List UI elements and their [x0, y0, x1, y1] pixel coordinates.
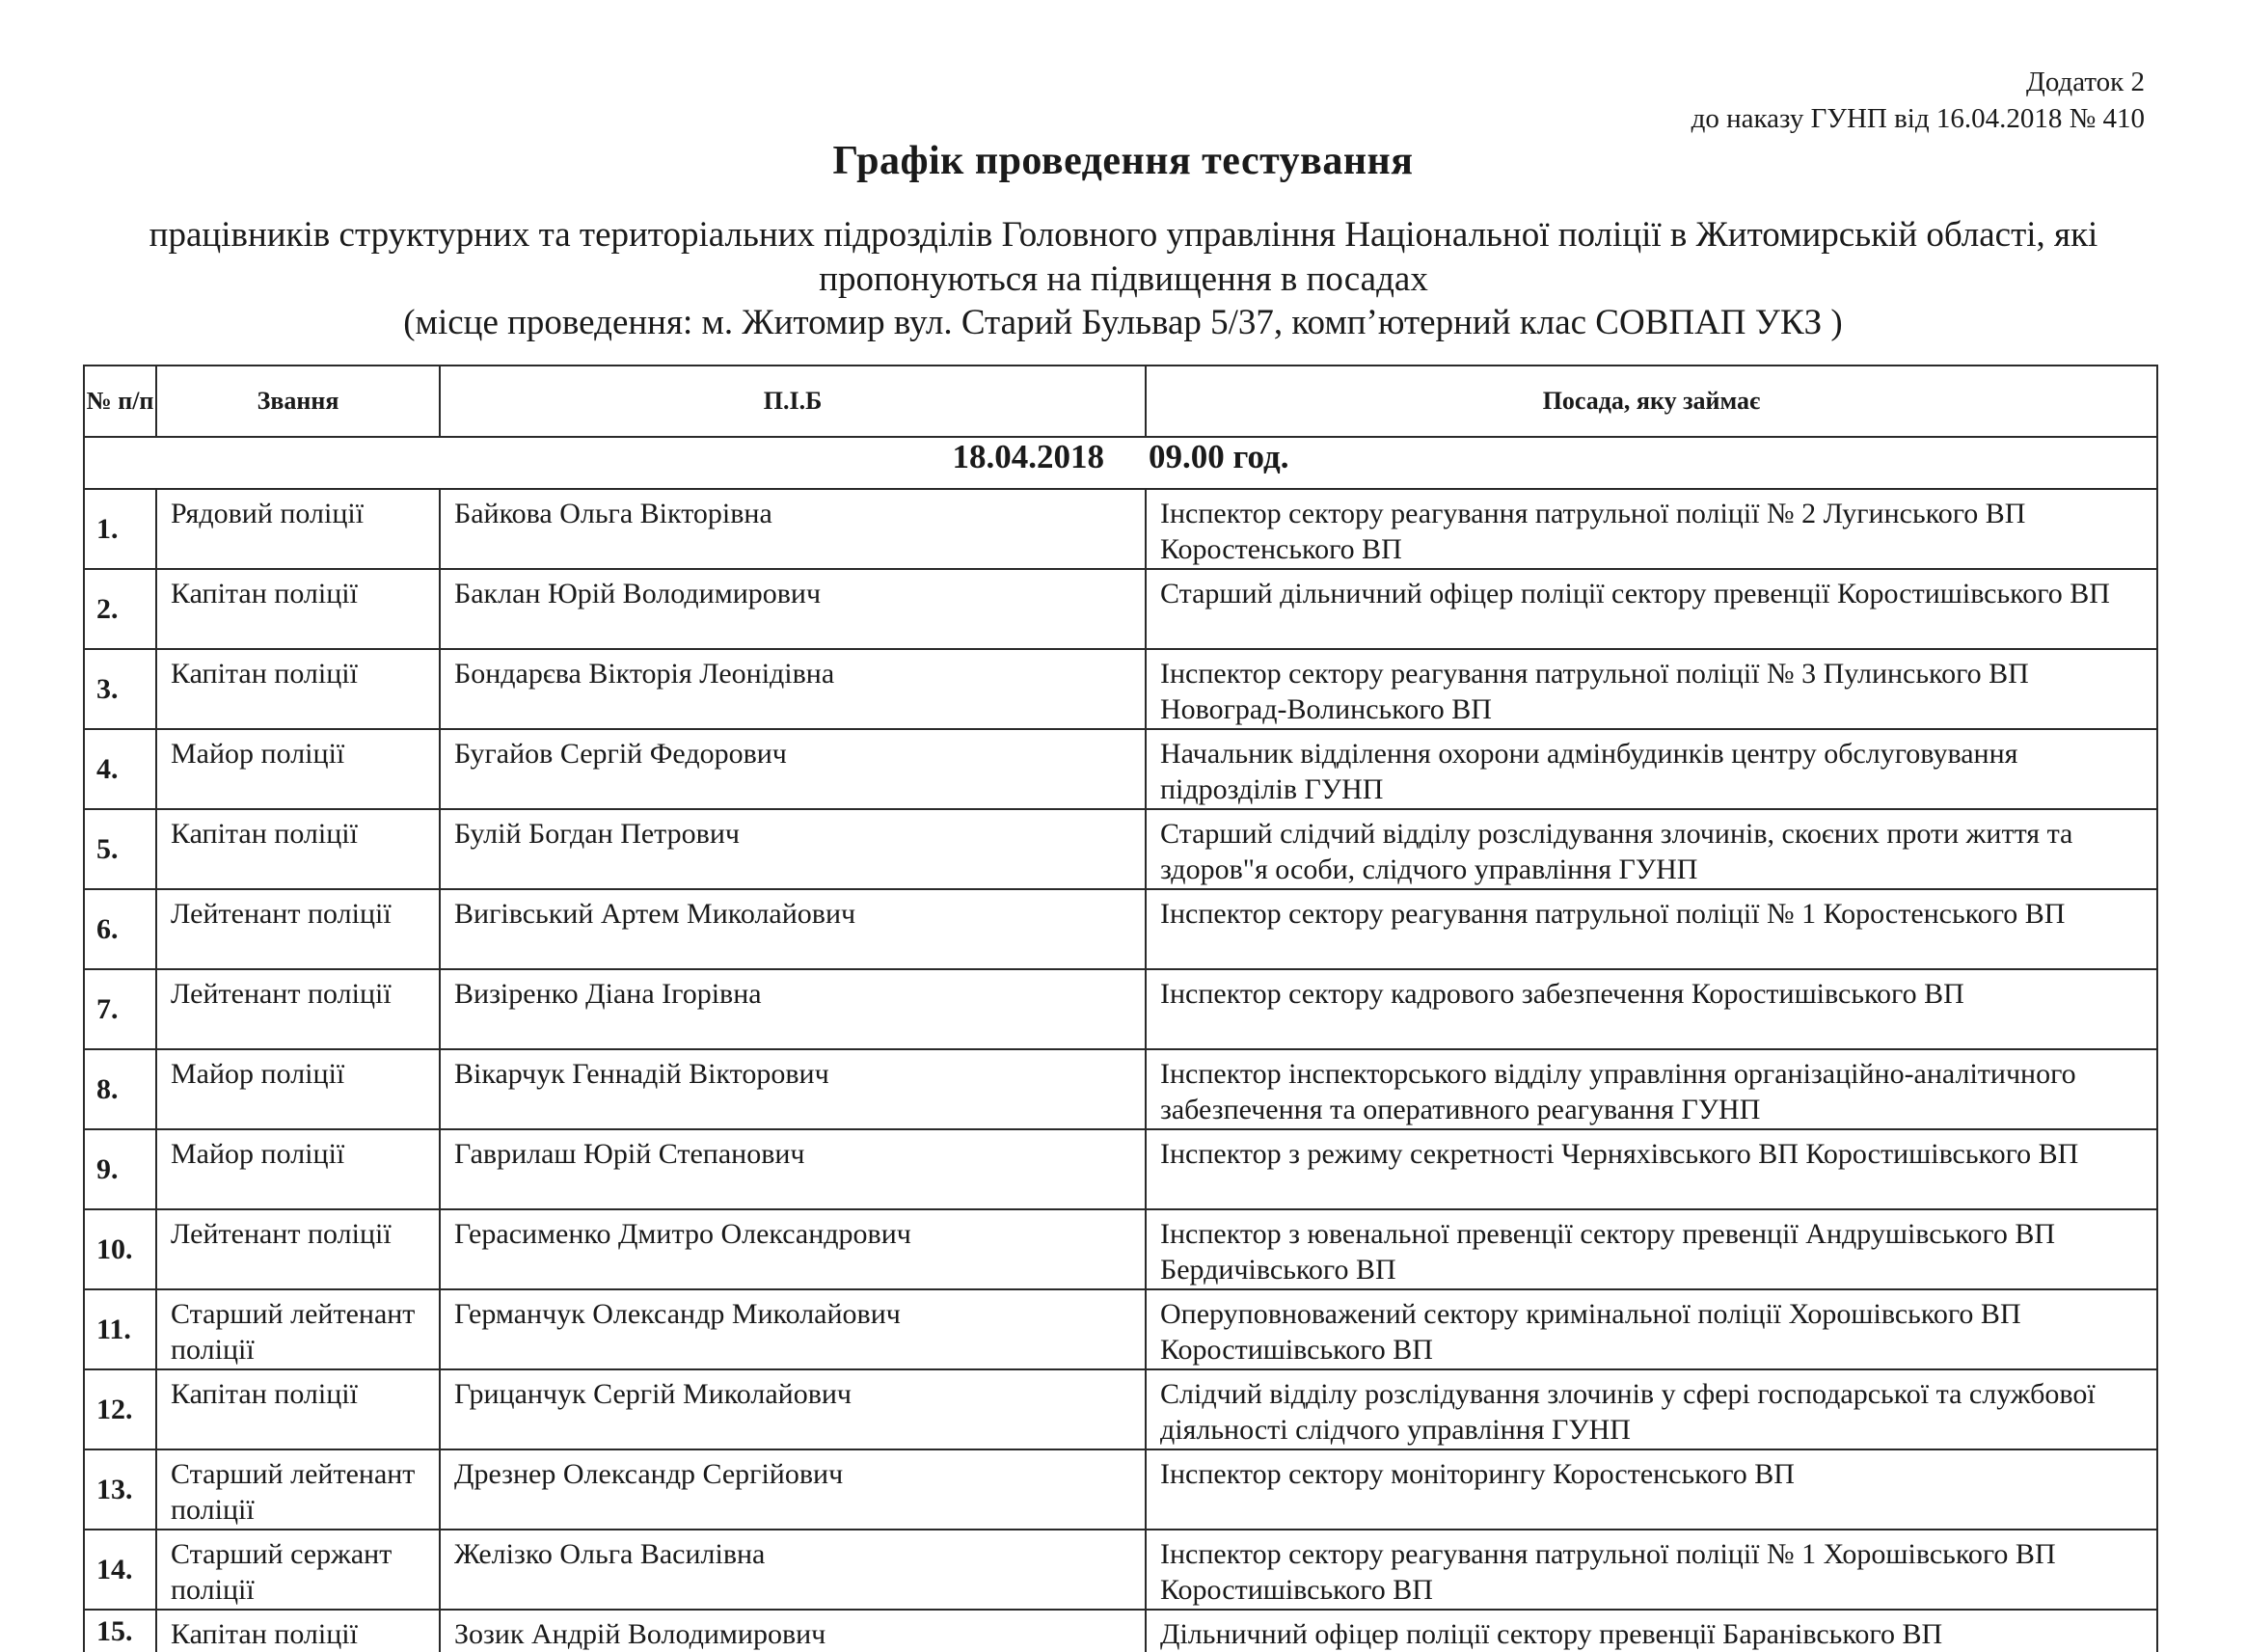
table-row — [84, 1449, 2157, 1530]
table-row — [84, 1129, 2157, 1209]
table-row — [84, 1530, 2157, 1610]
row-rank: Майор поліції — [156, 729, 440, 809]
row-name: Герасименко Дмитро Олександрович — [440, 1209, 1146, 1289]
row-position: Оперуповноважений сектору кримінальної поліції Хорошівського ВП Коростишівського ВП — [1146, 1289, 2157, 1369]
header-name: П.І.Б — [440, 366, 1146, 437]
row-num: 1. — [84, 489, 156, 569]
row-num: 10. — [84, 1209, 156, 1289]
table-row — [84, 1209, 2157, 1289]
row-position: Інспектор з ювенальної превенції сектору превенції Андрушівського ВП Бердичівського ВП — [1146, 1209, 2157, 1289]
row-name: Гаврилаш Юрій Степанович — [440, 1129, 1146, 1209]
page-title: Графік проведення тестування — [832, 139, 1414, 183]
header-position: Посада, яку займає — [1146, 366, 2157, 437]
row-name: Визіренко Діана Ігорівна — [440, 969, 1146, 1049]
row-rank: Капітан поліції — [156, 569, 440, 649]
row-rank: Капітан поліції — [156, 1610, 440, 1652]
row-rank: Лейтенант поліції — [156, 889, 440, 969]
schedule-table — [83, 365, 2158, 1652]
session-date: 18.04.2018 — [952, 438, 1105, 475]
header-num: № п/п — [84, 366, 156, 437]
row-position: Інспектор сектору реагування патрульної поліції № 1 Коростенського ВП — [1146, 889, 2157, 969]
row-name: Баклан Юрій Володимирович — [440, 569, 1146, 649]
row-position: Старший слідчий відділу розслідування злочинів, скоєних проти життя та здоров"я особи, слідчого управління ГУНП — [1146, 809, 2157, 889]
row-rank: Старший лейтенант поліції — [156, 1289, 440, 1369]
row-position: Інспектор сектору реагування патрульної поліції № 1 Хорошівського ВП Коростишівського ВП — [1146, 1530, 2157, 1610]
row-rank: Старший лейтенант поліції — [156, 1449, 440, 1530]
row-position: Слідчий відділу розслідування злочинів у сфері господарської та службової діяльності слідчого управління ГУНП — [1146, 1369, 2157, 1449]
row-name: Дрезнер Олександр Сергійович — [440, 1449, 1146, 1530]
row-position: Інспектор сектору кадрового забезпечення Коростишівського ВП — [1146, 969, 2157, 1049]
table-row — [84, 1289, 2157, 1369]
table-row — [84, 969, 2157, 1049]
row-name: Бондарєва Вікторія Леонідівна — [440, 649, 1146, 729]
table-row — [84, 569, 2157, 649]
row-num: 2. — [84, 569, 156, 649]
row-position: Інспектор сектору реагування патрульної поліції № 3 Пулинського ВП Новоград-Волинського ВП — [1146, 649, 2157, 729]
row-rank: Майор поліції — [156, 1129, 440, 1209]
row-rank: Лейтенант поліції — [156, 1209, 440, 1289]
row-position: Дільничний офіцер поліції сектору превенції Баранівського ВП — [1146, 1610, 2157, 1652]
row-rank: Лейтенант поліції — [156, 969, 440, 1049]
row-position: Інспектор з режиму секретності Черняхівського ВП Коростишівського ВП — [1146, 1129, 2157, 1209]
row-num: 13. — [84, 1449, 156, 1530]
row-num: 3. — [84, 649, 156, 729]
row-num: 15. — [84, 1610, 156, 1652]
header-rank: Звання — [156, 366, 440, 437]
row-rank: Капітан поліції — [156, 649, 440, 729]
session-cell — [84, 437, 2157, 489]
row-num: 8. — [84, 1049, 156, 1129]
row-position: Начальник відділення охорони адмінбудинків центру обслуговування підрозділів ГУНП — [1146, 729, 2157, 809]
table-row-cut — [84, 1610, 2157, 1652]
session-row — [84, 437, 2157, 489]
table-row — [84, 1369, 2157, 1449]
row-rank: Майор поліції — [156, 1049, 440, 1129]
row-num: 6. — [84, 889, 156, 969]
row-num: 12. — [84, 1369, 156, 1449]
appendix-note — [1691, 64, 2145, 137]
row-rank: Рядовий поліції — [156, 489, 440, 569]
table-row — [84, 649, 2157, 729]
table-row — [84, 1049, 2157, 1129]
row-name: Бугайов Сергій Федорович — [440, 729, 1146, 809]
row-name: Германчук Олександр Миколайович — [440, 1289, 1146, 1369]
row-name: Грицанчук Сергій Миколайович — [440, 1369, 1146, 1449]
row-name: Булій Богдан Петрович — [440, 809, 1146, 889]
row-num: 5. — [84, 809, 156, 889]
table-row — [84, 729, 2157, 809]
page-subtitle: працівників структурних та територіальних підрозділів Головного управління Національної поліції в Житомирській області, які пропонуються на підвищення в посадах — [149, 215, 2098, 299]
table-row — [84, 889, 2157, 969]
appendix-line-2: до наказу ГУНП від 16.04.2018 № 410 — [1691, 103, 2145, 134]
row-position: Інспектор інспекторського відділу управління організаційно-аналітичного забезпечення та оперативного реагування ГУНП — [1146, 1049, 2157, 1129]
row-position: Інспектор сектору моніторингу Коростенського ВП — [1146, 1449, 2157, 1530]
row-num: 4. — [84, 729, 156, 809]
row-num: 11. — [84, 1289, 156, 1369]
row-position: Старший дільничний офіцер поліції сектору превенції Коростишівського ВП — [1146, 569, 2157, 649]
row-num: 7. — [84, 969, 156, 1049]
row-name: Вікарчук Геннадій Вікторович — [440, 1049, 1146, 1129]
row-num: 14. — [84, 1530, 156, 1610]
row-name: Зозик Андрій Володимирович — [440, 1610, 1146, 1652]
row-rank: Капітан поліції — [156, 809, 440, 889]
row-rank: Старший сержант поліції — [156, 1530, 440, 1610]
table-body — [84, 437, 2157, 1652]
row-rank: Капітан поліції — [156, 1369, 440, 1449]
table-row — [84, 809, 2157, 889]
row-name: Байкова Ольга Вікторівна — [440, 489, 1146, 569]
row-name: Вигівський Артем Миколайович — [440, 889, 1146, 969]
row-num: 9. — [84, 1129, 156, 1209]
location-note: (місце проведення: м. Житомир вул. Старий Бульвар 5/37, комп’ютерний клас СОВПАП УКЗ ) — [403, 303, 1843, 342]
row-position: Інспектор сектору реагування патрульної поліції № 2 Лугинського ВП Коростенського ВП — [1146, 489, 2157, 569]
row-name: Желізко Ольга Василівна — [440, 1530, 1146, 1610]
session-time: 09.00 год. — [1149, 438, 1289, 475]
appendix-line-1: Додаток 2 — [2026, 67, 2145, 97]
table-row — [84, 489, 2157, 569]
table-header-row — [84, 366, 2157, 437]
